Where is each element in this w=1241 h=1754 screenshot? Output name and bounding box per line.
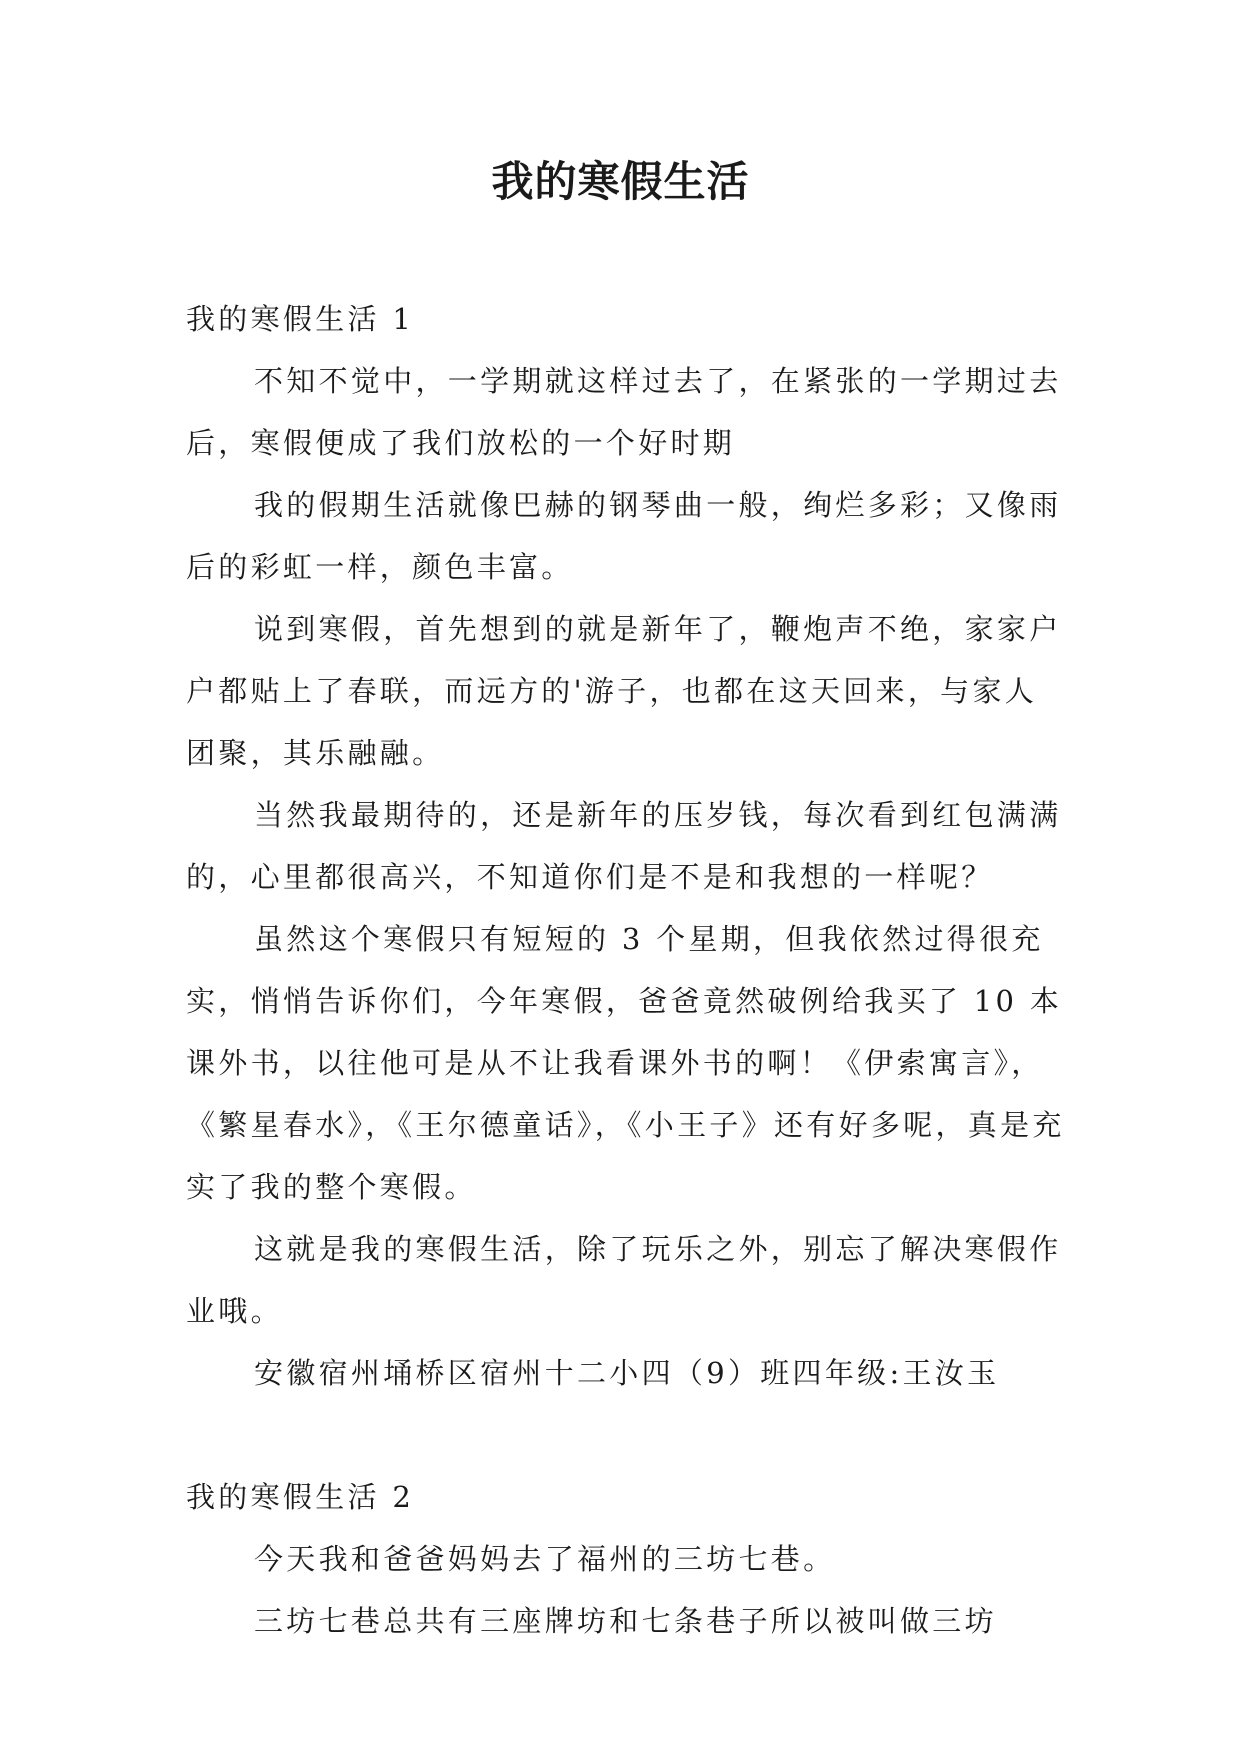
document-body — [186, 288, 1066, 1652]
paragraph: 这就是我的寒假生活，除了玩乐之外，别忘了解决寒假作业哦。 — [186, 1232, 1062, 1328]
paragraph: 我的假期生活就像巴赫的钢琴曲一般，绚烂多彩；又像雨后的彩虹一样，颜色丰富。 — [186, 488, 1062, 584]
section-1-heading: 我的寒假生活 1 — [186, 302, 415, 336]
paragraph: 说到寒假，首先想到的就是新年了，鞭炮声不绝，家家户户都贴上了春联，而远方的'游子，也都在这天回来，与家人团聚，其乐融融。 — [186, 612, 1062, 770]
document-title: 我的寒假生活 — [491, 157, 750, 206]
author-signature: 安徽宿州埇桥区宿州十二小四（9）班四年级:王汝玉 — [254, 1356, 1000, 1390]
paragraph: 虽然这个寒假只有短短的 3 个星期，但我依然过得很充实，悄悄告诉你们，今年寒假，爸爸竟然破例给我买了 10 本课外书，以往他可是从不让我看课外书的啊！《伊索寓言》，《繁星春水》，《王尔德童话》，《小王子》还有好多呢，真是充实了我的整个寒假。 — [186, 922, 1065, 1204]
section-1 — [186, 288, 1066, 1404]
section-2 — [186, 1466, 1066, 1652]
section-2-heading: 我的寒假生活 2 — [186, 1480, 415, 1514]
paragraph: 三坊七巷总共有三座牌坊和七条巷子所以被叫做三坊 — [254, 1604, 997, 1638]
paragraph: 不知不觉中，一学期就这样过去了，在紧张的一学期过去后，寒假便成了我们放松的一个好时期 — [186, 364, 1062, 460]
paragraph: 当然我最期待的，还是新年的压岁钱，每次看到红包满满的，心里都很高兴，不知道你们是不是和我想的一样呢？ — [186, 798, 1062, 894]
paragraph: 今天我和爸爸妈妈去了福州的三坊七巷。 — [254, 1542, 836, 1576]
section-spacer — [186, 1404, 1066, 1466]
